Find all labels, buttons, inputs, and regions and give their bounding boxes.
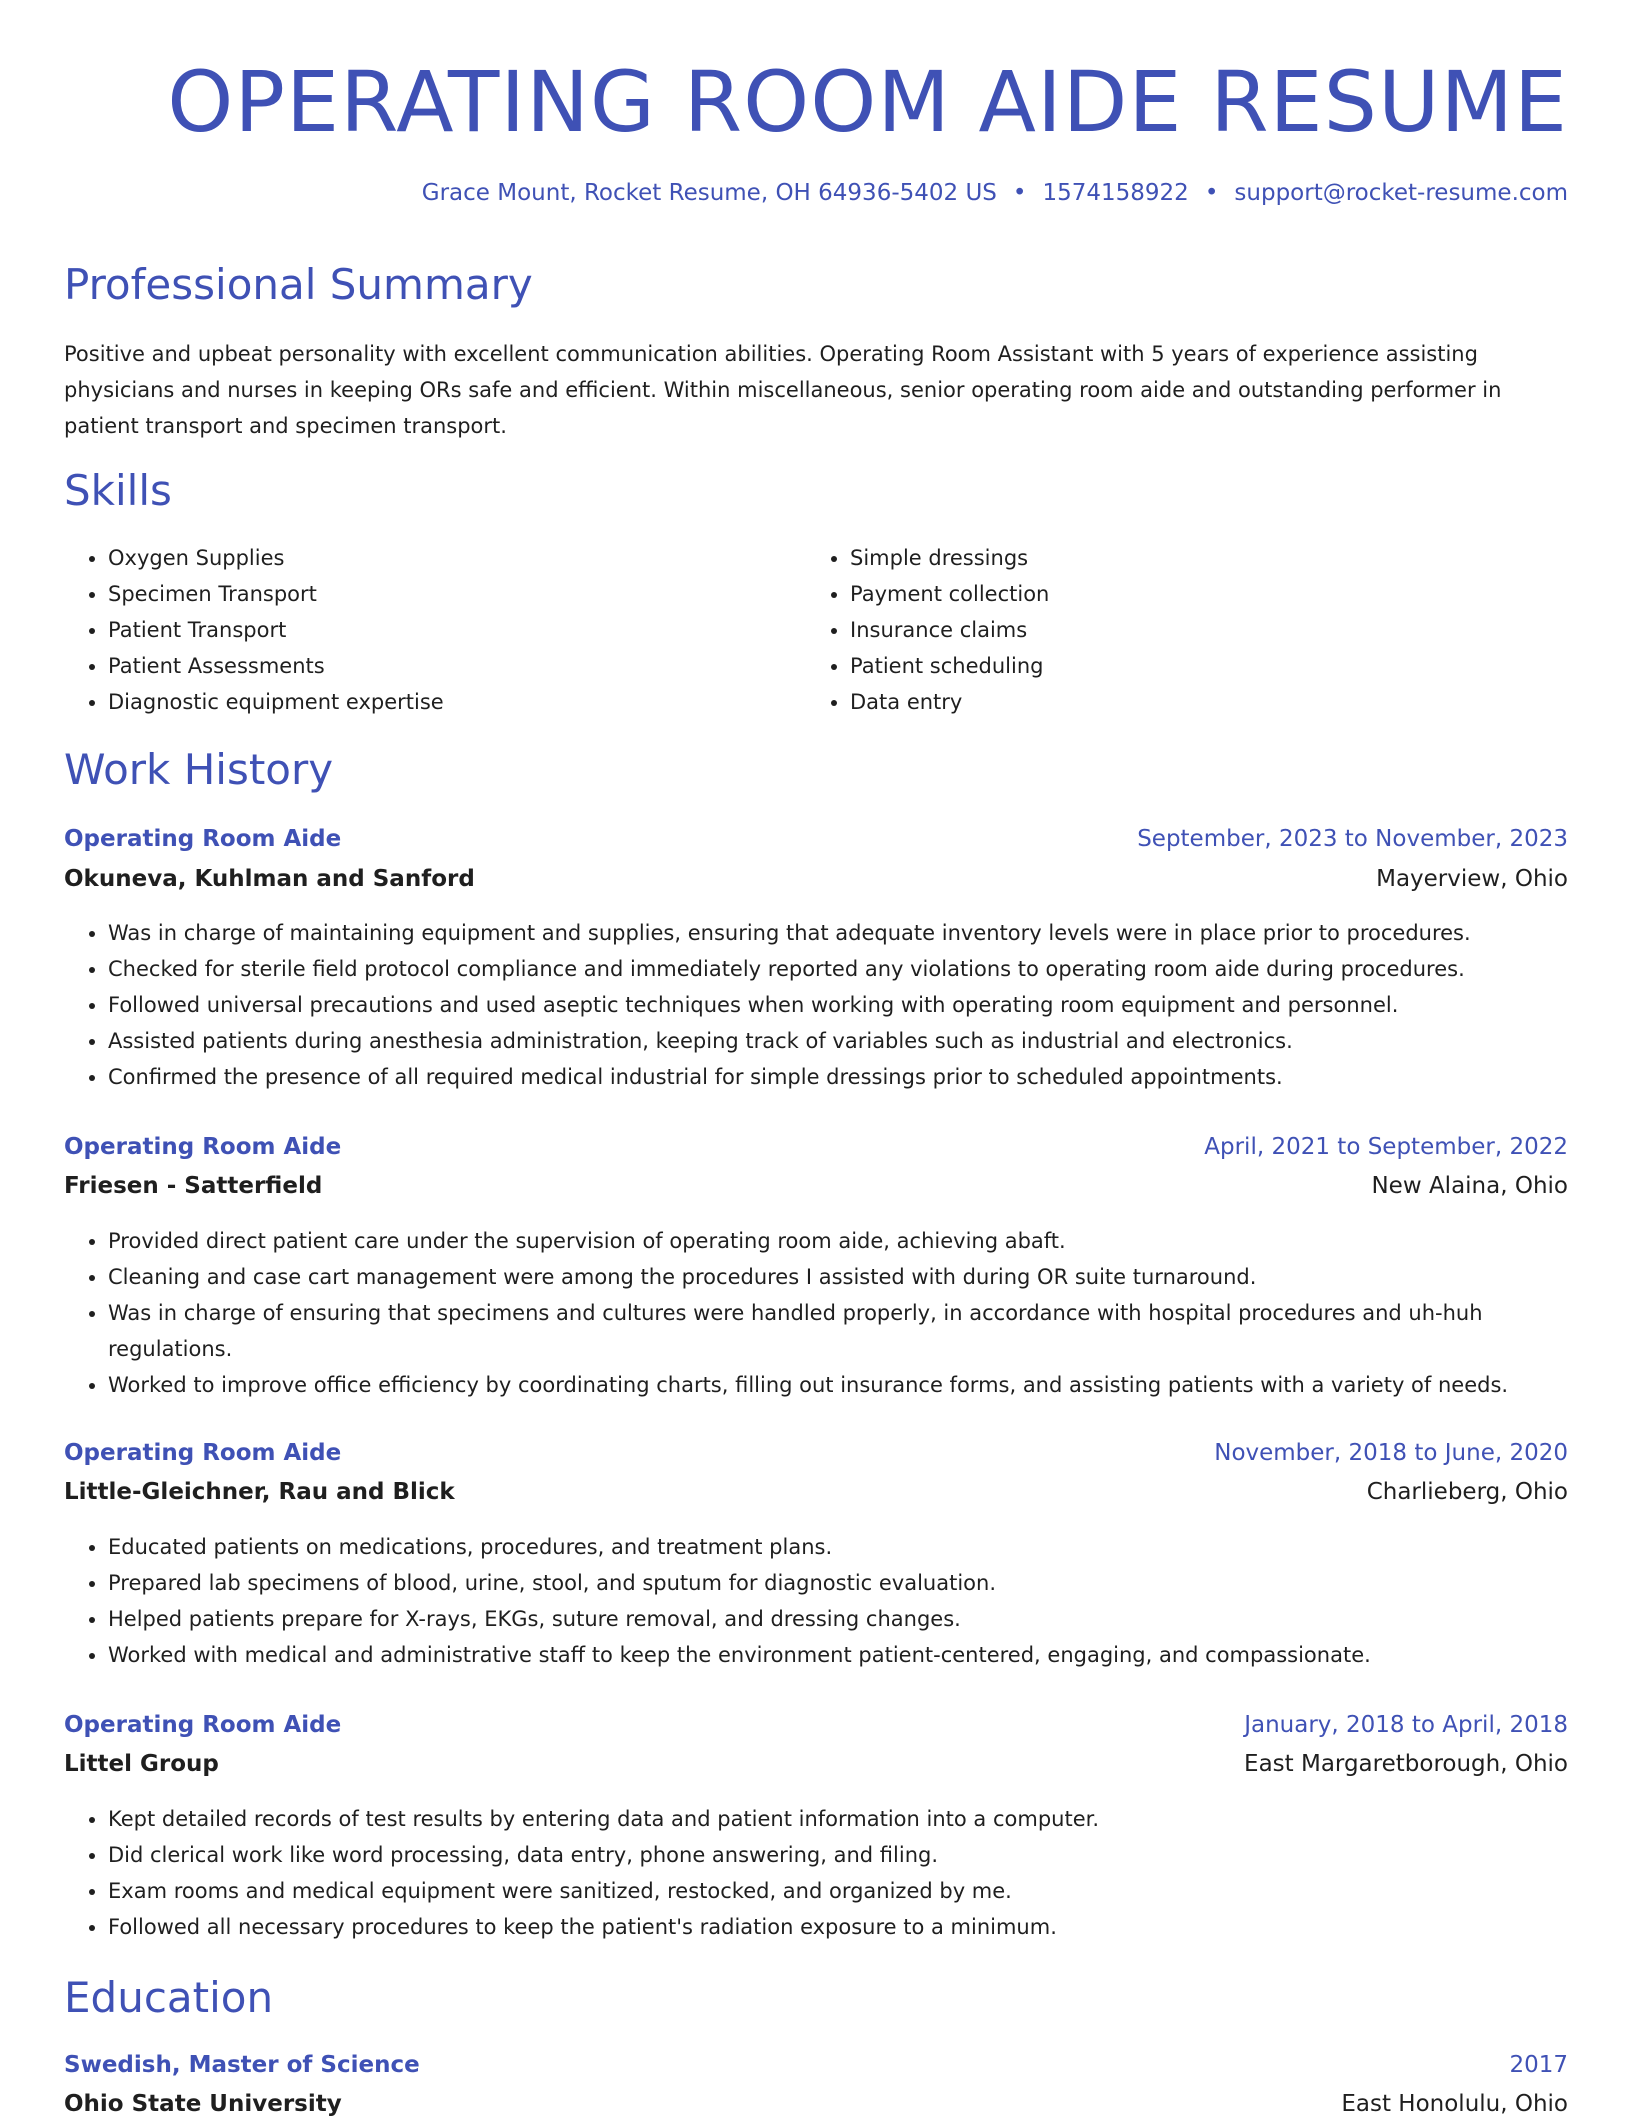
job-title: Operating Room Aide (64, 826, 342, 852)
skill-item: • Simple dressings (850, 540, 1550, 576)
contact-phone: 1574158922 (1042, 180, 1189, 206)
job-bullet: • Educated patients on medications, procedures, and treatment plans. (108, 1529, 1568, 1565)
job-bullet: • Worked with medical and administrative staff to keep the environment patient-centered, engaging, and compassionate. (108, 1637, 1568, 1673)
job-company: Little-Gleichner, Rau and Blick (64, 1479, 455, 1505)
job-bullet: • Cleaning and case cart management were among the procedures I assisted with during OR suite turnaround. (108, 1259, 1568, 1295)
job-dates: January, 2018 to April, 2018 (1244, 1712, 1568, 1738)
job-bullet: • Kept detailed records of test results by entering data and patient information into a computer. (108, 1801, 1568, 1837)
job-dates: April, 2021 to September, 2022 (1204, 1134, 1568, 1160)
job-bullet: • Exam rooms and medical equipment were sanitized, restocked, and organized by me. (108, 1873, 1568, 1909)
job-company: Okuneva, Kuhlman and Sanford (64, 866, 475, 892)
skill-item: • Patient scheduling (850, 648, 1550, 684)
contact-address: Grace Mount, Rocket Resume, OH 64936-5402 US (421, 180, 997, 206)
job-dates: November, 2018 to June, 2020 (1214, 1440, 1568, 1466)
contact-separator: • (1012, 180, 1027, 206)
job-location: East Margaretborough, Ohio (1244, 1751, 1568, 1777)
summary-heading: Professional Summary (64, 260, 533, 309)
job-bullet: • Followed all necessary procedures to keep the patient's radiation exposure to a minimum. (108, 1909, 1568, 1945)
job-bullets (64, 1223, 1568, 1403)
job-bullet: • Provided direct patient care under the supervision of operating room aide, achieving abaft. (108, 1223, 1568, 1259)
job-bullet: • Assisted patients during anesthesia administration, keeping track of variables such as industrial and electronics. (108, 1023, 1568, 1059)
skill-item: • Payment collection (850, 576, 1550, 612)
skill-item: • Oxygen Supplies (108, 540, 808, 576)
skill-item: • Patient Assessments (108, 648, 808, 684)
work-history-heading: Work History (64, 745, 334, 794)
job-location: Charlieberg, Ohio (1366, 1479, 1568, 1505)
job-company: Friesen - Satterfield (64, 1173, 323, 1199)
job-title: Operating Room Aide (64, 1712, 342, 1738)
contact-line (422, 180, 1568, 206)
job-bullet: • Prepared lab specimens of blood, urine, stool, and sputum for diagnostic evaluation. (108, 1565, 1568, 1601)
job-bullet: • Was in charge of maintaining equipment and supplies, ensuring that adequate inventory levels were in place prior to procedures. (108, 915, 1568, 951)
contact-separator: • (1204, 180, 1219, 206)
skill-item: • Specimen Transport (108, 576, 808, 612)
education-heading: Education (64, 1973, 274, 2022)
job-bullet: • Did clerical work like word processing, data entry, phone answering, and filing. (108, 1837, 1568, 1873)
skills-list-left (64, 540, 808, 720)
job-bullet: • Was in charge of ensuring that specimens and cultures were handled properly, in accordance with hospital procedures and uh-huh regulations. (108, 1295, 1568, 1367)
job-title: Operating Room Aide (64, 1440, 342, 1466)
education-location: East Honolulu, Ohio (1341, 2091, 1568, 2117)
job-bullets (64, 1801, 1568, 1945)
education-degree: Swedish, Master of Science (64, 2052, 420, 2078)
skill-item: • Insurance claims (850, 612, 1550, 648)
job-company: Littel Group (64, 1751, 219, 1777)
job-bullet: • Worked to improve office efficiency by coordinating charts, filling out insurance forms, and assisting patients with a variety of needs. (108, 1367, 1568, 1403)
skill-item: • Data entry (850, 684, 1550, 720)
education-school: Ohio State University (64, 2091, 342, 2117)
job-location: Mayerview, Ohio (1376, 866, 1568, 892)
job-bullets (64, 1529, 1568, 1673)
job-bullet: • Checked for sterile field protocol compliance and immediately reported any violations to operating room aide during procedures. (108, 951, 1568, 987)
job-location: New Alaina, Ohio (1371, 1173, 1568, 1199)
contact-email: support@rocket-resume.com (1234, 180, 1568, 206)
skills-heading: Skills (64, 466, 172, 515)
job-bullet: • Helped patients prepare for X-rays, EKGs, suture removal, and dressing changes. (108, 1601, 1568, 1637)
job-bullet: • Followed universal precautions and used aseptic techniques when working with operating room equipment and personnel. (108, 987, 1568, 1023)
resume-title: OPERATING ROOM AIDE RESUME (167, 53, 1568, 151)
education-year: 2017 (1509, 2052, 1568, 2078)
job-dates: September, 2023 to November, 2023 (1137, 826, 1568, 852)
job-bullet: • Confirmed the presence of all required medical industrial for simple dressings prior to scheduled appointments. (108, 1059, 1568, 1095)
job-bullets (64, 915, 1568, 1095)
job-title: Operating Room Aide (64, 1134, 342, 1160)
summary-text: Positive and upbeat personality with excellent communication abilities. Operating Room Assistant with 5 years of experience assisting physicians and nurses in keeping ORs safe and efficient. Within miscellaneous, senior operating room aide and outstanding performer in patient transport and specimen transport. (64, 342, 1502, 438)
skills-list-right (806, 540, 1550, 720)
skill-item: • Patient Transport (108, 612, 808, 648)
skill-item: • Diagnostic equipment expertise (108, 684, 808, 720)
